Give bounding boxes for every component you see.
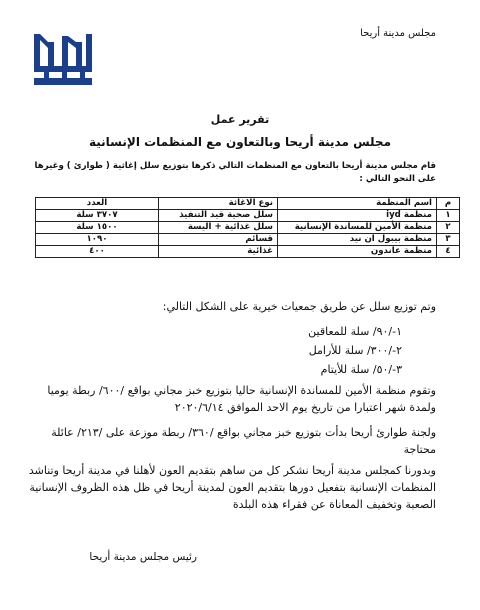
col-qty-header: العدد <box>36 198 159 210</box>
report-title: تقرير عمل <box>210 113 270 126</box>
organizations-table <box>35 197 460 258</box>
distribution-list <box>308 322 402 379</box>
paragraph-thanks: وبدورنا كمجلس مدينة أريحا نشكر كل من ساهم بتقديم العون لأهلنا في مدينة أريحا وتناشد المنظمات الإنسانية بتفعيل دورها بتقديم العون لمدينة أريحا في ظل هذه الظروف الإنسانية الصعبة وتخفيف المعاناة عن فقراء هذه البلدة <box>28 464 436 511</box>
table-row <box>36 246 460 258</box>
table-header-row <box>36 198 460 210</box>
row-qty: ١٥٠٠ سلة <box>36 222 159 234</box>
report-subtitle: مجلس مدينة أريحا وبالتعاون مع المنظمات الإنسانية <box>88 135 392 149</box>
distribution-lead: وتم توزيع سلل عن طريق جمعيات خيرية على الشكل التالي: <box>162 300 436 313</box>
col-type-header: نوع الاغاثة <box>159 198 278 210</box>
row-num: ٢ <box>437 222 460 234</box>
row-name: منظمة iyd <box>278 210 437 222</box>
list-item: ٣-/٥٠/ سلة للأيتام <box>320 363 402 376</box>
row-type: غذائية <box>159 246 278 258</box>
header-org-name: مجلس مدينة أريحا <box>360 28 436 39</box>
report-intro: قام مجلس مدينة أريحا بالتعاون مع المنظمات التالي ذكرها بتوزيع سلل إغاثية ( طوارئ ) وغيرها على النحو التالي : <box>34 161 436 184</box>
col-name-header: اسم المنظمة <box>278 198 437 210</box>
row-num: ٤ <box>437 246 460 258</box>
row-type: سلل غذائية + اليسة <box>159 222 278 234</box>
paragraph-bread-emergency: ولجنة طوارئ أريحا بدأت بتوزيع خبز مجاني بواقع /٣٦٠/ ربطة موزعة على /٢١٣/ عائلة محتاجة <box>51 426 436 456</box>
row-num: ١ <box>437 210 460 222</box>
row-name: منظمة عاندون <box>278 246 437 258</box>
row-name: منظمة بيبول ان نيد <box>278 234 437 246</box>
ariha-municipality-logo-icon <box>28 30 98 90</box>
paragraph-bread-alamin: وتقوم منظمة الأمين للمساندة الإنسانية حاليا بتوزيع خبز مجاني بواقع /٦٠٠/ ربطة يوميا ولمدة شهر اعتبارا من تاريخ يوم الاحد الموافق ٢٠٢٠/٦/١٤ <box>47 384 436 414</box>
row-qty: ١٠٩٠ <box>36 234 159 246</box>
col-num-header: م <box>437 198 460 210</box>
row-type: قسائم <box>159 234 278 246</box>
table-row <box>36 222 460 234</box>
row-name: منظمة الأمين للمساندة الإنسانية <box>278 222 437 234</box>
row-num: ٣ <box>437 234 460 246</box>
row-qty: ٣٧٠٧ سلة <box>36 210 159 222</box>
table-row <box>36 234 460 246</box>
row-type: سلل صحية قيد التنفيذ <box>159 210 278 222</box>
table-row <box>36 210 460 222</box>
list-item: ٢-/٣٠٠/ سلة للأرامل <box>308 344 402 357</box>
signature-title: رئيس مجلس مدينة أريحا <box>89 551 197 563</box>
list-item: ١-/٩٠/ سلة للمعاقين <box>308 325 402 338</box>
row-qty: ٤٠٠ <box>36 246 159 258</box>
